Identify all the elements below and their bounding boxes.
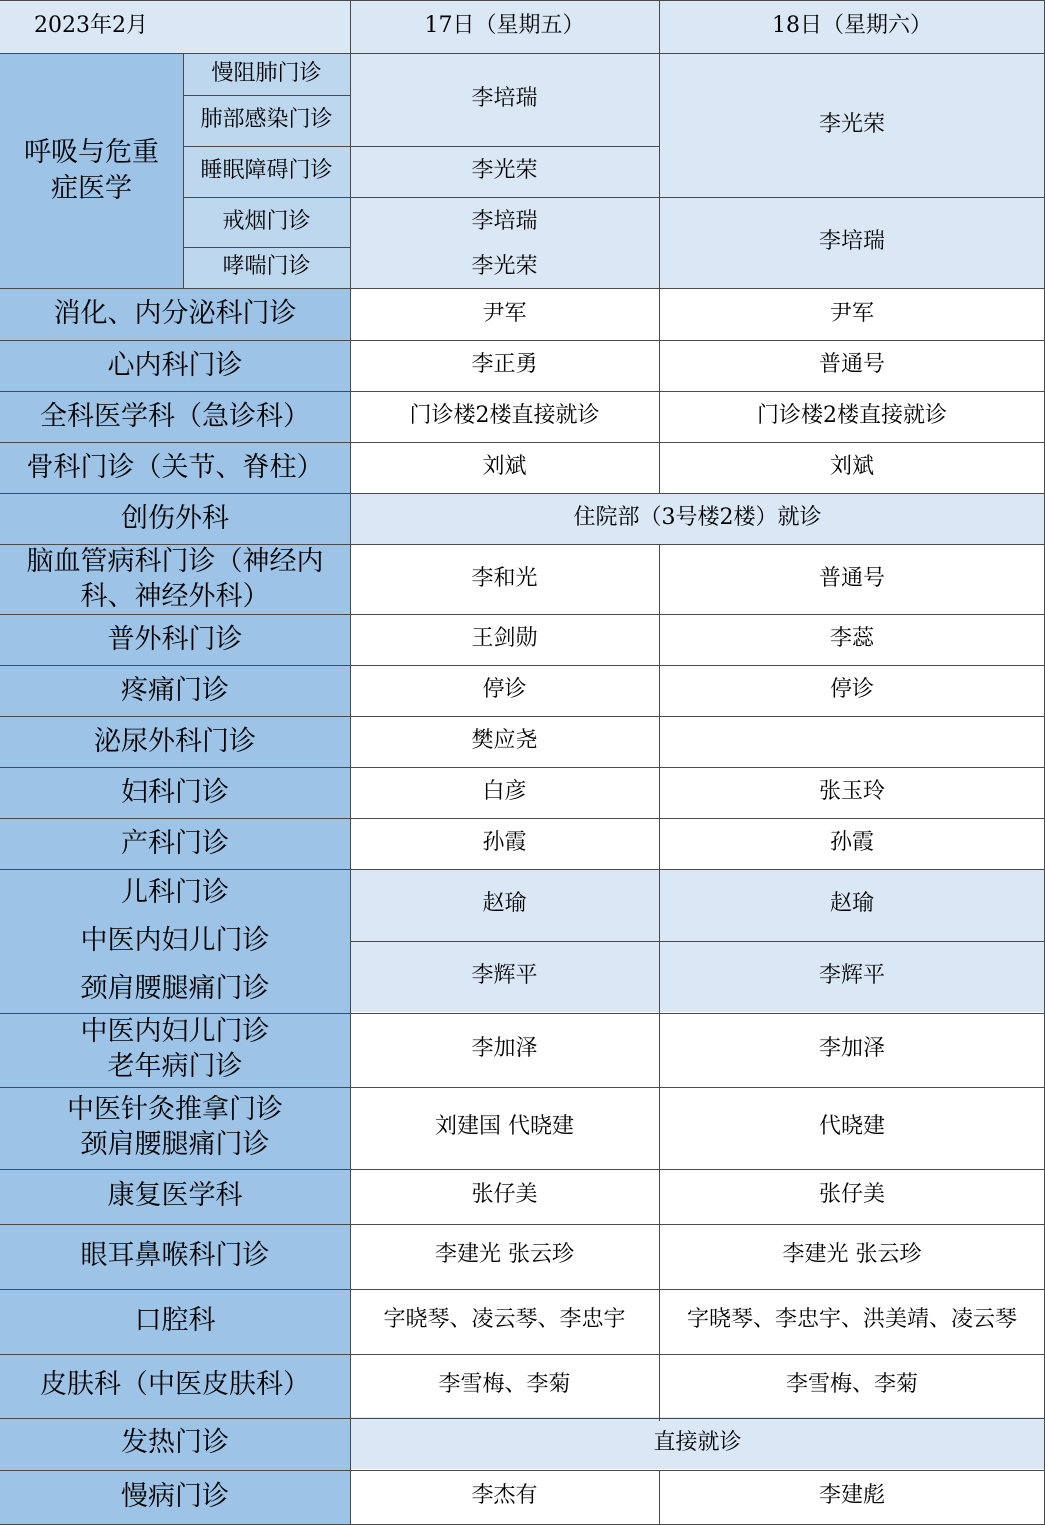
dept-name-text: 普外科门诊 [107, 623, 243, 655]
grid-line [0, 1013, 1045, 1014]
dept-respiratory-text: 呼吸与危重 [24, 137, 159, 169]
fri-doctor [350, 544, 659, 614]
dept-name-text: 中医内妇儿门诊 [80, 1015, 270, 1047]
sat-doctor-text: 门诊楼2楼直接就诊 [757, 403, 947, 429]
grid-line [0, 544, 1045, 545]
dept-name-text: 科、神经外科） [80, 581, 270, 612]
sat-doctor [659, 442, 1045, 493]
fri-doctor-text: 李正勇 [471, 352, 538, 378]
dept-name [0, 1168, 350, 1223]
grid-line [350, 197, 1045, 198]
grid-line [183, 95, 350, 96]
dept-name-text: 脑血管病科门诊（神经内 [26, 545, 324, 577]
sub-clinic [183, 95, 350, 146]
grid-line [0, 1289, 1045, 1290]
dept-name-text: 消化、内分泌科门诊 [53, 298, 297, 330]
dept-name [0, 1086, 350, 1168]
sat-doctor-text: 普通号 [818, 565, 885, 591]
dept-name-text: 产科门诊 [121, 827, 229, 859]
dept-name [0, 1417, 350, 1469]
sub-clinic [183, 247, 350, 288]
dept-name-text: 眼耳鼻喉科门诊 [80, 1239, 270, 1271]
sub-clinic-text: 慢阻肺门诊 [211, 60, 322, 86]
fri-doctor-text: 门诊楼2楼直接就诊 [409, 403, 600, 429]
grid-line [0, 493, 1045, 494]
dept-name [0, 665, 350, 716]
dept-name [0, 544, 350, 614]
grid-line [659, 544, 660, 1421]
dept-peds-tcm-text: 儿科门诊 [121, 877, 229, 909]
fri-doctor [350, 1288, 659, 1353]
fri-peds-doctor [350, 869, 659, 940]
fri-doctor-text: 李加泽 [471, 1035, 538, 1061]
dept-name [0, 767, 350, 818]
sub-clinic [183, 53, 350, 95]
fri-doctor [350, 1086, 659, 1168]
sat-doctor-text: 李建彪 [818, 1483, 885, 1509]
fri-doctor-text: 张仔美 [471, 1182, 538, 1208]
grid-line [0, 1087, 1045, 1088]
dept-respiratory-text: 症医学 [51, 172, 132, 204]
fri-asthma-doctor-text: 李光荣 [471, 254, 538, 280]
grid-line [0, 1418, 1045, 1419]
sat-doctor-text: 李建光 张云珍 [782, 1242, 922, 1268]
sat-doctor [659, 288, 1045, 340]
grid-line [0, 0, 1045, 1]
grid-line [0, 716, 1045, 717]
sat-doctor [659, 818, 1045, 869]
fri-doctor-text: 刘斌 [482, 454, 527, 480]
sat-doctor-text: 李蕊 [829, 626, 874, 652]
dept-peds-tcm-text: 颈肩腰腿痛门诊 [80, 972, 270, 1004]
fri-tcm-doctor [350, 940, 659, 1012]
sat-doctor [659, 1223, 1045, 1288]
fri-smoking-doctor-text: 李培瑞 [471, 208, 538, 234]
sat-doctor [659, 767, 1045, 818]
grid-line [350, 0, 351, 1525]
dept-name-text: 疼痛门诊 [121, 674, 229, 706]
grid-line [0, 391, 1045, 392]
sat-doctor-text: 李雪梅、李菊 [785, 1371, 918, 1397]
sat-doctor-text: 普通号 [818, 352, 885, 378]
sat-doctor-text: 张仔美 [818, 1182, 885, 1208]
sat-doctor [659, 1469, 1045, 1524]
dept-name [0, 716, 350, 767]
grid-line [0, 53, 1045, 54]
grid-line [659, 0, 660, 493]
dept-name-text: 泌尿外科门诊 [94, 725, 256, 757]
sat-peds-doctor [659, 869, 1045, 940]
sat-tcm-doctor [659, 940, 1045, 1012]
dept-name-text: 皮肤科（中医皮肤科） [40, 1369, 310, 1401]
span-info [350, 1417, 1045, 1469]
grid-line [0, 869, 1045, 870]
sat-doctor-text: 张玉玲 [818, 779, 885, 805]
header-month [0, 0, 350, 53]
header-day2 [659, 0, 1045, 53]
sat-doctor [659, 614, 1045, 665]
sub-clinic-text: 肺部感染门诊 [200, 107, 333, 133]
sat-doctor [659, 665, 1045, 716]
dept-name-text: 全科医学科（急诊科） [40, 400, 310, 432]
fri-copd-infection-doctor-text: 李培瑞 [471, 86, 538, 112]
sat-tcm-doctor-text: 李辉平 [818, 962, 885, 988]
fri-doctor-text: 李雪梅、李菊 [438, 1371, 571, 1397]
dept-name [0, 442, 350, 493]
sat-doctor-text: 尹军 [829, 300, 874, 326]
grid-line [350, 146, 659, 147]
sat-peds-doctor-text: 赵瑜 [829, 891, 874, 917]
sat-doctor-text: 孙霞 [829, 830, 874, 856]
dept-name [0, 1469, 350, 1524]
fri-sleep-doctor-text: 李光荣 [471, 158, 538, 184]
dept-peds-tcm-text: 中医内妇儿门诊 [80, 924, 270, 956]
fri-doctor-text: 尹军 [482, 300, 527, 326]
sat-doctor-text: 字晓琴、李忠宇、洪美靖、凌云琴 [686, 1307, 1017, 1333]
dept-respiratory [0, 53, 183, 288]
fri-doctor [350, 767, 659, 818]
grid-line [0, 288, 1045, 289]
fri-doctor [350, 288, 659, 340]
dept-name [0, 818, 350, 869]
grid-line [0, 1224, 1045, 1225]
sat-doctor [659, 1288, 1045, 1353]
sub-clinic-text: 睡眠障碍门诊 [200, 158, 333, 184]
sat-doctor [659, 1168, 1045, 1223]
dept-name [0, 1223, 350, 1288]
sat-respiratory-bottom-doctor [659, 197, 1045, 288]
dept-name-text: 慢病门诊 [121, 1480, 229, 1512]
grid-line [659, 1470, 660, 1525]
header-day1 [350, 0, 659, 53]
fri-doctor-text: 刘建国 代晓建 [435, 1113, 574, 1139]
fri-doctor [350, 391, 659, 442]
fri-sleep-doctor [350, 146, 659, 197]
grid-line [0, 1354, 1045, 1355]
sat-doctor-text: 刘斌 [829, 454, 874, 480]
fri-doctor-text: 樊应尧 [471, 728, 538, 754]
sat-doctor [659, 1086, 1045, 1168]
fri-copd-infection-doctor [350, 53, 659, 146]
dept-name [0, 340, 350, 391]
span-info-text: 住院部（3号楼2楼）就诊 [573, 505, 822, 531]
header-day1-text: 17日（星期五） [424, 13, 585, 39]
fri-doctor [350, 1168, 659, 1223]
sat-doctor [659, 716, 1045, 767]
fri-doctor [350, 1353, 659, 1417]
dept-name-text: 颈肩腰腿痛门诊 [80, 1129, 270, 1160]
sub-clinic-text: 戒烟门诊 [222, 208, 311, 234]
grid-line [183, 146, 350, 147]
fri-doctor [350, 665, 659, 716]
fri-doctor-text: 孙霞 [482, 830, 527, 856]
dept-name [0, 1288, 350, 1353]
fri-doctor-text: 李建光 张云珍 [435, 1242, 574, 1268]
grid-line [350, 941, 1045, 942]
fri-doctor-text: 停诊 [482, 677, 527, 703]
grid-line [183, 53, 184, 288]
sat-doctor [659, 544, 1045, 614]
fri-asthma-doctor [350, 247, 659, 288]
sat-doctor [659, 340, 1045, 391]
sat-doctor-text: 李加泽 [818, 1035, 885, 1061]
grid-line [183, 197, 350, 198]
dept-name-text: 心内科门诊 [107, 349, 243, 381]
dept-name [0, 493, 350, 544]
sat-doctor [659, 1353, 1045, 1417]
dept-name-text: 骨科门诊（关节、脊柱） [26, 451, 324, 483]
sat-doctor-text: 代晓建 [818, 1113, 885, 1139]
dept-name [0, 1353, 350, 1417]
grid-line [0, 442, 1045, 443]
span-info [350, 493, 1045, 544]
dept-name-text: 口腔科 [134, 1304, 216, 1336]
dept-name-text: 妇科门诊 [121, 776, 229, 808]
fri-doctor [350, 1012, 659, 1086]
sat-doctor [659, 391, 1045, 442]
dept-name-text: 创伤外科 [121, 502, 229, 534]
dept-name-text: 中医针灸推拿门诊 [67, 1093, 283, 1125]
fri-doctor-text: 李和光 [471, 565, 538, 591]
dept-name-text: 发热门诊 [121, 1427, 229, 1459]
fri-doctor-text: 李杰有 [471, 1483, 538, 1509]
fri-doctor-text: 字晓琴、凌云琴、李忠宇 [383, 1307, 626, 1333]
sub-clinic [183, 146, 350, 197]
header-month-text: 2023年2月 [34, 13, 148, 39]
fri-smoking-doctor [350, 197, 659, 247]
dept-name [0, 614, 350, 665]
header-day2-text: 18日（星期六） [772, 13, 932, 39]
fri-doctor-text: 白彦 [482, 779, 527, 805]
dept-name [0, 288, 350, 340]
fri-peds-doctor-text: 赵瑜 [482, 891, 527, 917]
grid-line [0, 1470, 1045, 1471]
sat-doctor-text: 停诊 [829, 677, 874, 703]
grid-line [0, 1169, 1045, 1170]
sat-doctor [659, 1012, 1045, 1086]
fri-doctor [350, 340, 659, 391]
fri-doctor [350, 1223, 659, 1288]
dept-name [0, 1012, 350, 1086]
fri-doctor [350, 716, 659, 767]
fri-doctor [350, 614, 659, 665]
grid-line [0, 767, 1045, 768]
dept-peds-tcm [0, 869, 350, 1012]
span-info-text: 直接就诊 [653, 1429, 742, 1455]
sat-respiratory-bottom-doctor-text: 李培瑞 [818, 229, 885, 255]
sub-clinic-text: 哮喘门诊 [222, 254, 311, 280]
fri-doctor [350, 1469, 659, 1524]
dept-name [0, 391, 350, 442]
grid-line [0, 665, 1045, 666]
grid-line [0, 614, 1045, 615]
grid-line [183, 247, 350, 248]
fri-tcm-doctor-text: 李辉平 [471, 962, 538, 988]
grid-line [0, 818, 1045, 819]
dept-name-text: 康复医学科 [107, 1179, 243, 1211]
grid-line [0, 340, 1045, 341]
fri-doctor [350, 442, 659, 493]
sub-clinic [183, 197, 350, 247]
fri-doctor [350, 818, 659, 869]
dept-name-text: 老年病门诊 [107, 1051, 243, 1082]
fri-doctor-text: 王剑勋 [471, 626, 538, 652]
sat-respiratory-top-doctor [659, 53, 1045, 197]
sat-respiratory-top-doctor-text: 李光荣 [818, 111, 885, 137]
